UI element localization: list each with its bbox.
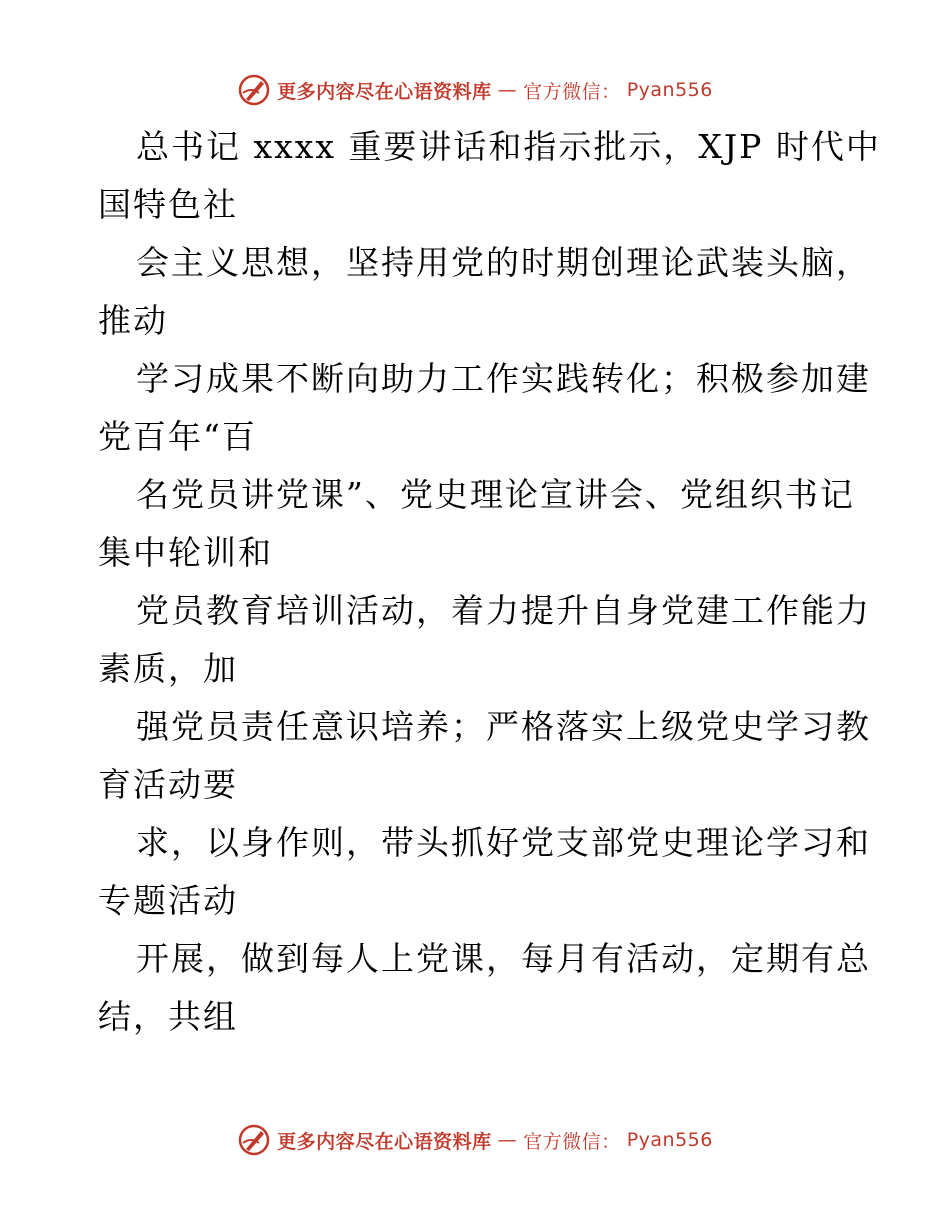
paragraph-line: 国特色社 [98,185,238,224]
paragraph-line: 素质，加 [98,649,238,688]
watermark-wechat-label: 官方微信： [523,1130,621,1153]
watermark-dash: — [497,1129,518,1151]
watermark-wechat-id: Pyan556 [626,1129,713,1151]
paragraph-line: 学习成果不断向助力工作实践转化；积极参加建 [136,359,871,398]
watermark-wechat-id: Pyan556 [626,79,713,101]
paragraph-line: 育活动要 [98,765,238,804]
paragraph-line: 专题活动 [98,881,238,920]
paragraph-line: 开展，做到每人上党课，每月有活动，定期有总 [136,939,871,978]
header-watermark [0,70,950,110]
paragraph-line: 会主义思想，坚持用党的时期创理论武装头脑， [136,243,871,282]
paragraph-line: 党百年“百 [98,417,257,456]
watermark-main-text: 更多内容尽在心语资料库 [277,80,492,103]
quill-pen-logo-icon [237,73,271,107]
watermark-wechat-label: 官方微信： [523,80,621,103]
paragraph-line: 求，以身作则，带头抓好党支部党史理论学习和 [136,823,871,862]
paragraph-line: 强党员责任意识培养；严格落实上级党史学习教 [136,707,871,746]
watermark-main-text: 更多内容尽在心语资料库 [277,1130,492,1153]
paragraph-line: 推动 [98,301,168,340]
footer-watermark [0,1120,950,1160]
paragraph-line: 结，共组 [98,997,238,1036]
paragraph-line: 名党员讲党课”、党史理论宣讲会、党组织书记 [136,475,855,514]
quill-pen-logo-icon [237,1123,271,1157]
paragraph-line: 集中轮训和 [98,533,273,572]
watermark-dash: — [497,79,518,101]
document-body [98,118,881,1046]
paragraph-line: 总书记 xxxx 重要讲话和指示批示，XJP 时代中 [136,127,881,166]
paragraph-line: 党员教育培训活动，着力提升自身党建工作能力 [136,591,871,630]
